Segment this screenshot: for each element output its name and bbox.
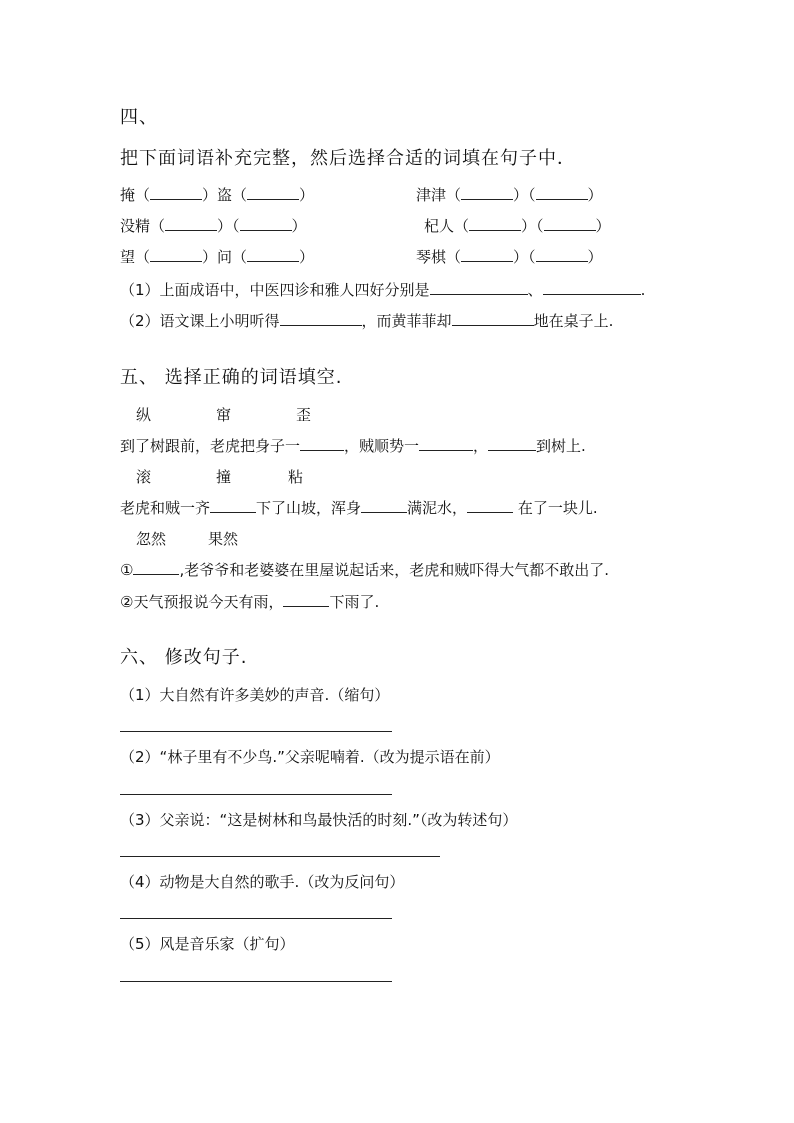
question-text: 、 [527, 281, 543, 299]
word-choice: 撞 [216, 468, 232, 486]
idiom-text: 津津（ [416, 186, 462, 204]
answer-line[interactable] [120, 981, 392, 982]
question-text: . [640, 281, 646, 299]
sentence-text: 到了树跟前，老虎把身子一 [120, 437, 301, 455]
idiom-text: ） [291, 217, 307, 235]
rewrite-item-4: （4）动物是大自然的歌手.（改为反问句） [120, 873, 405, 891]
blank[interactable] [467, 498, 513, 513]
blank[interactable] [536, 185, 588, 200]
blank[interactable] [283, 592, 329, 607]
rewrite-item-3: （3）父亲说：“这是树林和鸟最快活的时刻.”（改为转述句） [120, 811, 518, 829]
idiom-text: ）（ [521, 217, 544, 235]
blank[interactable] [461, 185, 513, 200]
sentence-text: 下了山坡，浑身 [256, 499, 362, 517]
idiom-text: ） [299, 186, 315, 204]
idiom-row-3-right [416, 247, 603, 267]
blank[interactable] [240, 216, 292, 231]
answer-line[interactable] [120, 794, 392, 795]
idiom-text: ）（ [513, 186, 536, 204]
rewrite-item-5: （5）风是音乐家（扩句） [120, 935, 295, 953]
idiom-row-2-right [424, 216, 611, 236]
blank[interactable] [150, 185, 202, 200]
idiom-text: ）盗（ [202, 186, 248, 204]
question-text: （1）上面成语中，中医四诊和雅人四好分别是 [120, 281, 430, 299]
idiom-text: 琴棋（ [416, 248, 462, 266]
idiom-row-1-left [120, 185, 314, 205]
word-choice: 果然 [208, 530, 239, 548]
idiom-text: 望（ [120, 248, 151, 266]
question-text: 地在桌子上. [533, 312, 614, 330]
answer-line[interactable] [120, 731, 392, 732]
blank[interactable] [247, 185, 299, 200]
word-choice: 忽然 [136, 530, 167, 548]
blank[interactable] [536, 247, 588, 262]
blank[interactable] [488, 436, 536, 451]
blank[interactable] [543, 280, 641, 295]
blank[interactable] [210, 498, 256, 513]
blank[interactable] [300, 436, 344, 451]
rewrite-item-1: （1）大自然有许多美妙的声音.（缩句） [120, 686, 390, 704]
idiom-text: ）（ [513, 248, 536, 266]
idiom-row-3-left [120, 247, 314, 267]
question-text: ，而黄菲菲却 [361, 312, 452, 330]
section-5-heading: 五、 选择正确的词语填空. [120, 367, 343, 388]
section-6-heading: 六、 修改句子. [120, 647, 248, 668]
section-4-heading: 四、 [120, 107, 158, 128]
idiom-text: 掩（ [120, 186, 151, 204]
idiom-text: ） [299, 248, 315, 266]
idiom-text: ）（ [217, 217, 240, 235]
question-1 [120, 280, 645, 300]
word-choice: 粘 [288, 468, 304, 486]
sentence-text: 在了一块儿. [513, 499, 598, 517]
word-choice: 滚 [136, 468, 152, 486]
idiom-row-2-left [120, 216, 307, 236]
word-choice: 歪 [296, 406, 312, 424]
answer-line[interactable] [120, 856, 440, 857]
blank[interactable] [280, 311, 362, 326]
idiom-text: ） [587, 248, 603, 266]
sentence-text: 满泥水， [407, 499, 468, 517]
blank[interactable] [461, 247, 513, 262]
blank[interactable] [430, 280, 528, 295]
idiom-text: 没精（ [120, 217, 166, 235]
idiom-row-1-right [416, 185, 603, 205]
blank[interactable] [361, 498, 407, 513]
blank[interactable] [452, 311, 534, 326]
idiom-text: 杞人（ [424, 217, 470, 235]
blank[interactable] [544, 216, 596, 231]
word-choice: 纵 [136, 406, 152, 424]
blank[interactable] [165, 216, 217, 231]
sentence-2 [120, 498, 598, 518]
section-4-instruction: 把下面词语补充完整，然后选择合适的词填在句子中． [120, 148, 576, 169]
sentence-4 [120, 592, 379, 612]
question-2 [120, 311, 613, 331]
blank[interactable] [419, 436, 473, 451]
sentence-text: 老虎和贼一齐 [120, 499, 211, 517]
question-text: （2）语文课上小明听得 [120, 312, 280, 330]
idiom-text: ） [587, 186, 603, 204]
blank[interactable] [133, 560, 179, 575]
sentence-text: 下雨了. [329, 593, 380, 611]
blank[interactable] [150, 247, 202, 262]
sentence-3 [120, 560, 609, 580]
sentence-text: ，贼顺势一 [344, 437, 420, 455]
sentence-text: ②天气预报说今天有雨， [120, 593, 284, 611]
sentence-1 [120, 436, 586, 456]
blank[interactable] [247, 247, 299, 262]
sentence-text: ① [120, 561, 134, 579]
word-choice: 窜 [216, 406, 232, 424]
sentence-text: ， [473, 437, 489, 455]
idiom-text: ） [595, 217, 611, 235]
sentence-text: 到树上. [536, 437, 586, 455]
idiom-text: ）问（ [202, 248, 248, 266]
rewrite-item-2: （2）“林子里有不少鸟.”父亲呢喃着.（改为提示语在前） [120, 748, 500, 766]
blank[interactable] [469, 216, 521, 231]
answer-line[interactable] [120, 918, 392, 919]
sentence-text: ,老爷爷和老婆婆在里屋说起话来，老虎和贼吓得大气都不敢出了. [179, 561, 609, 579]
